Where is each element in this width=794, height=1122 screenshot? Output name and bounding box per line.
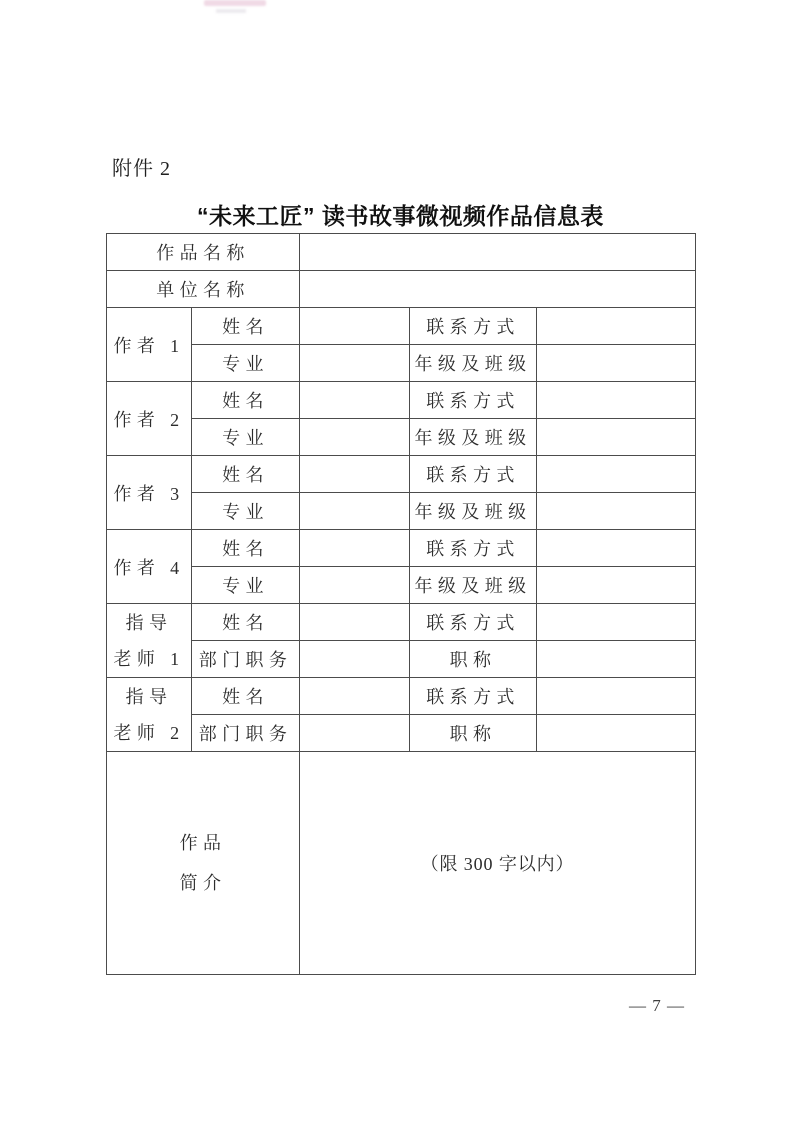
name-label: 姓名 bbox=[192, 604, 300, 641]
info-table bbox=[106, 233, 696, 975]
teacher-1-group-line1: 指导 bbox=[125, 612, 173, 633]
major-label: 专业 bbox=[192, 345, 300, 382]
dept-position-label: 部门职务 bbox=[192, 715, 300, 752]
contact-label: 联系方式 bbox=[410, 678, 537, 715]
contact-label: 联系方式 bbox=[410, 382, 537, 419]
author-2-grade-class-value bbox=[537, 419, 696, 456]
unit-name-value bbox=[300, 271, 696, 308]
intro-label-line2: 简介 bbox=[179, 873, 227, 893]
author-1-grade-class-value bbox=[537, 345, 696, 382]
contact-label: 联系方式 bbox=[410, 604, 537, 641]
author-4-contact-value bbox=[537, 530, 696, 567]
prof-title-label: 职称 bbox=[410, 641, 537, 678]
intro-label bbox=[107, 752, 300, 975]
name-label: 姓名 bbox=[192, 530, 300, 567]
intro-label-line1: 作品 bbox=[179, 833, 227, 853]
contact-label: 联系方式 bbox=[410, 308, 537, 345]
table-row bbox=[107, 271, 696, 308]
table-row bbox=[107, 234, 696, 271]
teacher-1-dept-position-value bbox=[300, 641, 410, 678]
table-row bbox=[107, 678, 696, 715]
major-label: 专业 bbox=[192, 493, 300, 530]
page-number: — 7 — bbox=[629, 996, 685, 1015]
author-2-name-value bbox=[300, 382, 410, 419]
major-label: 专业 bbox=[192, 567, 300, 604]
unit-name-label: 单位名称 bbox=[107, 271, 300, 308]
table-row bbox=[107, 308, 696, 345]
grade-class-label: 年级及班级 bbox=[410, 567, 537, 604]
author-4-group-label: 作者 4 bbox=[107, 530, 192, 604]
intro-hint: （限 300 字以内） bbox=[420, 854, 575, 874]
dept-position-label: 部门职务 bbox=[192, 641, 300, 678]
teacher-1-name-value bbox=[300, 604, 410, 641]
teacher-2-group-line1: 指导 bbox=[125, 686, 173, 707]
scan-artifact bbox=[204, 0, 266, 6]
table-row bbox=[107, 493, 696, 530]
teacher-2-group-line2: 老师 2 bbox=[113, 722, 185, 743]
author-3-grade-class-value bbox=[537, 493, 696, 530]
table-row bbox=[107, 345, 696, 382]
table-row bbox=[107, 715, 696, 752]
author-2-major-value bbox=[300, 419, 410, 456]
teacher-2-group-label bbox=[107, 678, 192, 752]
intro-value bbox=[300, 752, 696, 975]
table-row bbox=[107, 456, 696, 493]
table-row bbox=[107, 604, 696, 641]
teacher-1-contact-value bbox=[537, 604, 696, 641]
work-name-label: 作品名称 bbox=[107, 234, 300, 271]
major-label: 专业 bbox=[192, 419, 300, 456]
teacher-1-prof-title-value bbox=[537, 641, 696, 678]
table-row bbox=[107, 419, 696, 456]
author-4-grade-class-value bbox=[537, 567, 696, 604]
name-label: 姓名 bbox=[192, 382, 300, 419]
grade-class-label: 年级及班级 bbox=[410, 493, 537, 530]
teacher-2-prof-title-value bbox=[537, 715, 696, 752]
name-label: 姓名 bbox=[192, 678, 300, 715]
teacher-2-contact-value bbox=[537, 678, 696, 715]
contact-label: 联系方式 bbox=[410, 456, 537, 493]
form-title: “未来工匠” 读书故事微视频作品信息表 bbox=[197, 203, 604, 229]
name-label: 姓名 bbox=[192, 308, 300, 345]
author-4-major-value bbox=[300, 567, 410, 604]
author-3-name-value bbox=[300, 456, 410, 493]
name-label: 姓名 bbox=[192, 456, 300, 493]
author-3-group-label: 作者 3 bbox=[107, 456, 192, 530]
author-4-name-value bbox=[300, 530, 410, 567]
table-row bbox=[107, 641, 696, 678]
table-row bbox=[107, 567, 696, 604]
author-1-contact-value bbox=[537, 308, 696, 345]
author-1-group-label: 作者 1 bbox=[107, 308, 192, 382]
author-1-major-value bbox=[300, 345, 410, 382]
grade-class-label: 年级及班级 bbox=[410, 419, 537, 456]
author-3-contact-value bbox=[537, 456, 696, 493]
table-row bbox=[107, 752, 696, 975]
teacher-2-dept-position-value bbox=[300, 715, 410, 752]
work-name-value bbox=[300, 234, 696, 271]
grade-class-label: 年级及班级 bbox=[410, 345, 537, 382]
attachment-label: 附件 2 bbox=[112, 158, 171, 180]
author-2-contact-value bbox=[537, 382, 696, 419]
prof-title-label: 职称 bbox=[410, 715, 537, 752]
teacher-2-name-value bbox=[300, 678, 410, 715]
teacher-1-group-label bbox=[107, 604, 192, 678]
author-3-major-value bbox=[300, 493, 410, 530]
author-2-group-label: 作者 2 bbox=[107, 382, 192, 456]
contact-label: 联系方式 bbox=[410, 530, 537, 567]
table-row bbox=[107, 382, 696, 419]
table-row bbox=[107, 530, 696, 567]
teacher-1-group-line2: 老师 1 bbox=[113, 648, 185, 669]
author-1-name-value bbox=[300, 308, 410, 345]
scan-artifact bbox=[216, 9, 246, 13]
